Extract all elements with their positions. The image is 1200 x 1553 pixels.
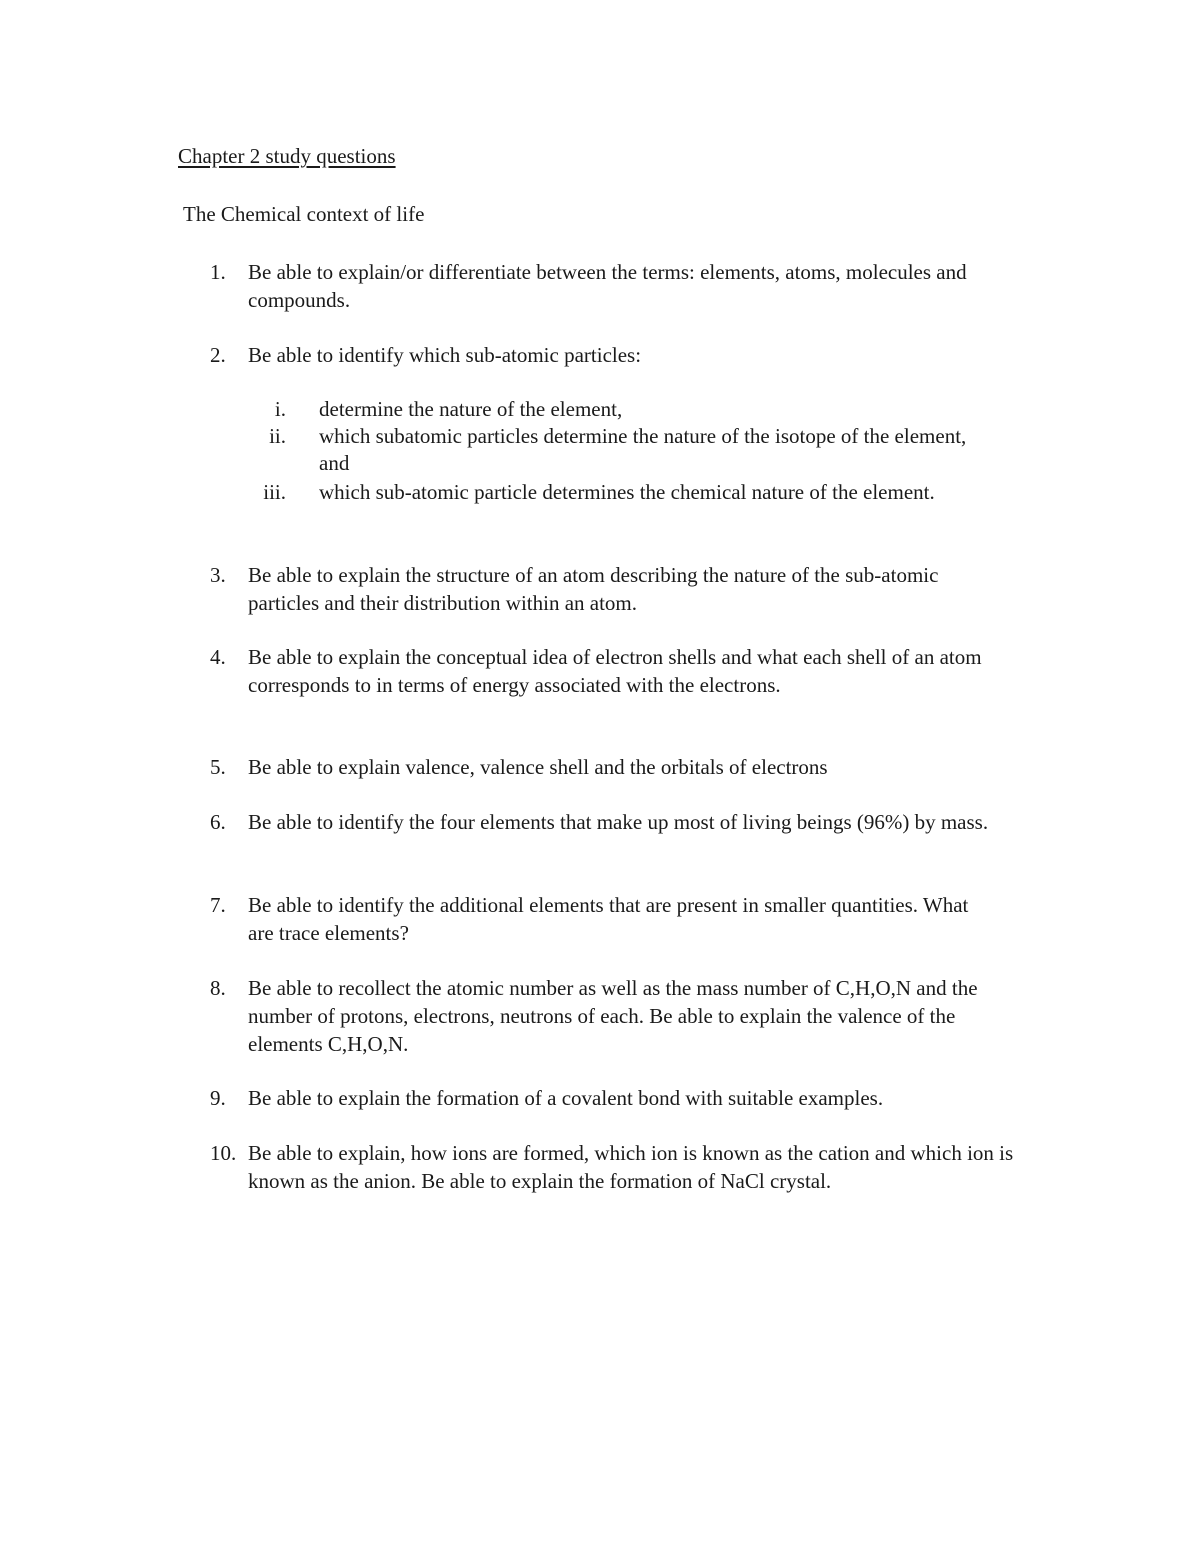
question-text: Be able to explain the structure of an atom describing the nature of the sub-atomic particles and their distribution within an atom. [248, 563, 939, 615]
subitem-iii [240, 479, 970, 506]
subitem-number: i. [274, 397, 286, 421]
subitem-text: which subatomic particles determine the nature of the isotope of the element, and [319, 424, 967, 475]
question-7 [210, 891, 970, 947]
question-text: Be able to identify the four elements that make up most of living beings (96%) by mass. [248, 810, 989, 834]
subitem-text: which sub-atomic particle determines the chemical nature of the element. [319, 480, 935, 504]
question-text: Be able to explain valence, valence shell and the orbitals of electrons [248, 755, 828, 779]
subitem-number: ii. [269, 424, 286, 448]
question-number: 7. [210, 893, 226, 917]
subitem-number: iii. [263, 480, 286, 504]
question-number: 6. [210, 810, 226, 834]
question-4 [210, 643, 995, 699]
question-text: Be able to explain, how ions are formed, which ion is known as the cation and which ion is known as the anion. Be able to explain the formation of NaCl crystal. [248, 1141, 1014, 1193]
question-10 [210, 1139, 1030, 1195]
question-text: Be able to explain the conceptual idea of electron shells and what each shell of an atom corresponds to in terms of energy associated with the electrons. [248, 645, 982, 697]
question-text: Be able to identify which sub-atomic particles: [248, 343, 642, 367]
question-2 [210, 341, 1030, 369]
subitem-text: determine the nature of the element, [319, 397, 623, 421]
question-5 [210, 753, 1030, 781]
question-3 [210, 561, 1000, 617]
question-number: 1. [210, 260, 226, 284]
question-1 [210, 258, 970, 314]
question-text: Be able to explain/or differentiate between the terms: elements, atoms, molecules and compounds. [248, 260, 967, 312]
question-number: 4. [210, 645, 226, 669]
question-number: 5. [210, 755, 226, 779]
subitem-ii [240, 423, 970, 477]
question-6 [210, 808, 1030, 836]
question-text: Be able to recollect the atomic number as well as the mass number of C,H,O,N and the number of protons, electrons, neutrons of each. Be able to explain the valence of the elements C,H,O,N. [248, 976, 978, 1056]
subitem-i [240, 396, 960, 423]
question-9 [210, 1084, 1030, 1112]
question-text: Be able to identify the additional elements that are present in smaller quantities. What are trace elements? [248, 893, 969, 945]
question-8 [210, 974, 1030, 1058]
document-subtitle: The Chemical context of life [183, 202, 425, 226]
question-number: 2. [210, 343, 226, 367]
question-number: 10. [210, 1141, 237, 1165]
document-title: Chapter 2 study questions [178, 144, 396, 168]
question-text: Be able to explain the formation of a covalent bond with suitable examples. [248, 1086, 884, 1110]
question-number: 8. [210, 976, 226, 1000]
question-number: 3. [210, 563, 226, 587]
question-number: 9. [210, 1086, 226, 1110]
